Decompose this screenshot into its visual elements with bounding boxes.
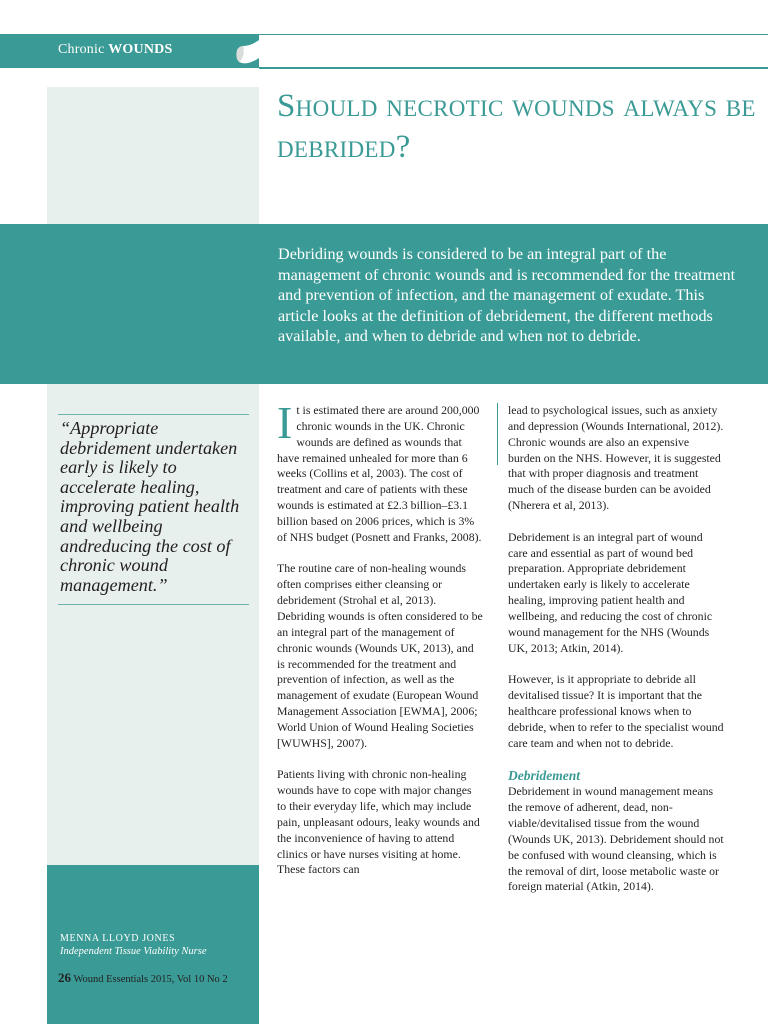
body-paragraph: Debridement is an integral part of wound care and essential as part of wound bed preparation. Appropriate debridement undertaken early is likely to accelerate healing, improving patient health and wellbeing, and reducing the cost of chronic wound management for the NHS (Wounds UK, 2013; Atkin, 2014). [508, 529, 713, 655]
journal-citation: Wound Essentials 2015, Vol 10 No 2 [73, 974, 228, 985]
header-rule [259, 67, 768, 69]
body-paragraph: However, is it appropriate to debride all devitalised tissue? It is important that the healthcare professional knows when to debride, when to refer to the specialist wound care team and when not to debride. [508, 672, 724, 750]
body-paragraph: The routine care of non-healing wounds often comprises either cleansing or debridement (Strohal et al, 2013). Debriding wounds is often considered to be an integral part of the management of chronic wounds (Wounds UK, 2013), and is recommended for the treatment and prevention of infection, as well as the management of exudate (European Wound Management Association [EWMA], 2006; World Union of Wound Healing Societies [WUWHS], 2007). [277, 561, 483, 750]
body-text: t is estimated there are around 200,000 chronic wounds in the UK. Chronic wounds are defined as wounds that have remained unhealed for more than 6 weeks (Collins et al, 2003). The cost of treatment and care of patients with these wounds is estimated at £2.3 billion–£3.1 billion based on 2006 prices, which is 3% of NHS budget (Posnett and Franks, 2008). [277, 403, 482, 544]
pull-quote: “Appropriate debridement undertaken early is likely to accelerate healing, improving patient health and wellbeing andreducing the cost of chronic wound management.” [60, 418, 240, 595]
column-divider [497, 403, 498, 465]
drop-cap: I [277, 397, 293, 448]
section-name: WOUNDS [108, 42, 173, 57]
body-paragraph [277, 397, 483, 546]
body-paragraph: lead to psychological issues, such as anxiety and depression (Wounds International, 2012). Chronic wounds are also an expensive burden on the NHS. However, it is suggested that with proper diagnosis and treatment much of the disease burden can be avoided (Nherera et al, 2013). [508, 403, 724, 513]
page-footer [58, 970, 228, 986]
body-paragraph: Debridement in wound management means the remove of adherent, dead, non-viable/devitalised tissue from the wound (Wounds UK, 2013). Debridement should not be confused with wound cleansing, which is the removal of dirt, loose metabolic waste or foreign material (Atkin, 2014). [508, 784, 724, 894]
body-column-2 [508, 403, 724, 911]
section-label [58, 42, 172, 58]
body-paragraph: Patients living with chronic non-healing wounds have to cope with major changes to their everyday life, which may include pain, unpleasant odours, leaky wounds and the inconvenience of having to attend clinics or have nurses visiting at home. These factors can [277, 767, 480, 877]
page-curl-icon [233, 40, 259, 68]
author-role: Independent Tissue Viability Nurse [60, 946, 207, 957]
quote-rule-top [58, 414, 249, 415]
section-prefix: Chronic [58, 42, 105, 57]
quote-rule-bottom [58, 604, 249, 605]
section-subheading: Debridement [508, 768, 580, 784]
body-column-1 [277, 397, 483, 894]
page-number: 26 [58, 970, 71, 985]
author-panel [47, 865, 259, 1024]
standfirst: Debriding wounds is considered to be an integral part of the management of chronic wounds and is recommended for the treatment and prevention of infection, and the management of exudate. This article looks at the definition of debridement, the different methods available, and when to debride and when not to debride. [278, 245, 736, 346]
author-name: MENNA LLOYD JONES [60, 933, 176, 944]
article-title: Should necrotic wounds always be debrided? [277, 88, 756, 165]
